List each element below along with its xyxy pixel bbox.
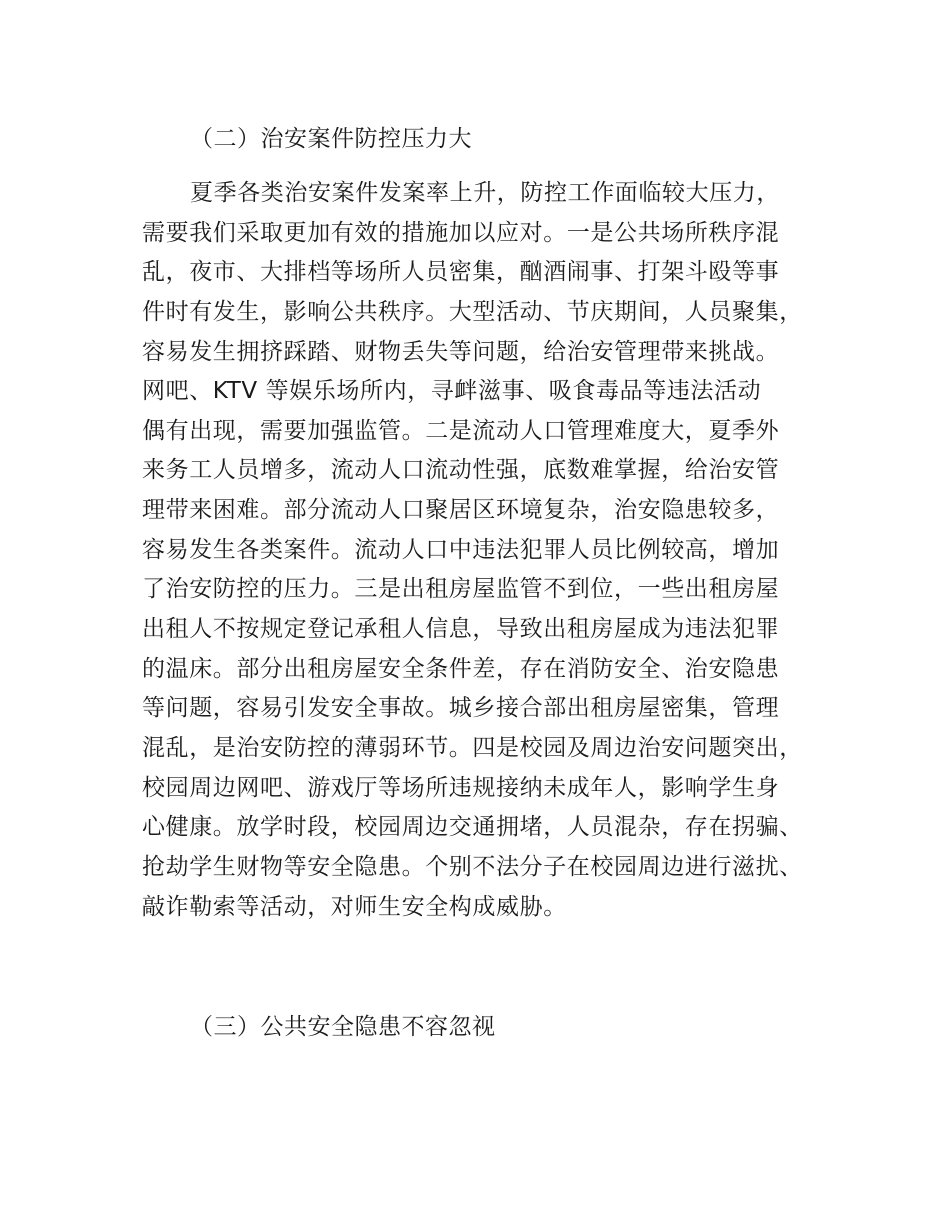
paragraph-line: 乱，夜市、大排档等场所人员密集，酗酒闹事、打架斗殴等事 <box>142 259 780 286</box>
paragraph-line: 敲诈勒索等活动，对师生安全构成威胁。 <box>142 893 567 920</box>
paragraph-line: 来务工人员增多，流动人口流动性强，底数难掌握，给治安管 <box>142 457 780 484</box>
paragraph-line: 容易发生拥挤踩踏、财物丢失等问题，给治安管理带来挑战。 <box>142 338 780 365</box>
paragraph-line: 件时有发生，影响公共秩序。大型活动、节庆期间，人员聚集， <box>142 298 803 325</box>
paragraph-line: 等问题，容易引发安全事故。城乡接合部出租房屋密集，管理 <box>142 695 780 722</box>
section-heading-2: （二）治安案件防控压力大 <box>190 126 472 152</box>
paragraph-line: 理带来困难。部分流动人口聚居区环境复杂，治安隐患较多， <box>142 497 780 524</box>
section-heading-3: （三）公共安全隐患不容忽视 <box>190 1014 496 1040</box>
paragraph-line: 的温床。部分出租房屋安全条件差，存在消防安全、治安隐患 <box>142 655 780 682</box>
paragraph-line: 校园周边网吧、游戏厅等场所违规接纳未成年人，影响学生身 <box>142 774 780 801</box>
paragraph-line: 偶有出现，需要加强监管。二是流动人口管理难度大，夏季外 <box>142 417 780 444</box>
paragraph-line: 心健康。放学时段，校园周边交通拥堵，人员混杂，存在拐骗、 <box>142 814 803 841</box>
body-paragraph <box>142 174 842 927</box>
paragraph-line: 容易发生各类案件。流动人口中违法犯罪人员比例较高，增加 <box>142 536 780 563</box>
paragraph-line: 网吧、KTV 等娱乐场所内，寻衅滋事、吸食毒品等违法活动 <box>142 378 762 405</box>
paragraph-line: 混乱，是治安防控的薄弱环节。四是校园及周边治安问题突出， <box>142 734 803 761</box>
paragraph-line: 需要我们采取更加有效的措施加以应对。一是公共场所秩序混 <box>142 219 780 246</box>
paragraph-line: 出租人不按规定登记承租人信息，导致出租房屋成为违法犯罪 <box>142 616 780 643</box>
paragraph-line: 夏季各类治安案件发案率上升，防控工作面临较大压力， <box>190 180 780 206</box>
paragraph-line: 了治安防控的压力。三是出租房屋监管不到位，一些出租房屋 <box>142 576 780 603</box>
paragraph-line: 抢劫学生财物等安全隐患。个别不法分子在校园周边进行滋扰、 <box>142 853 803 880</box>
